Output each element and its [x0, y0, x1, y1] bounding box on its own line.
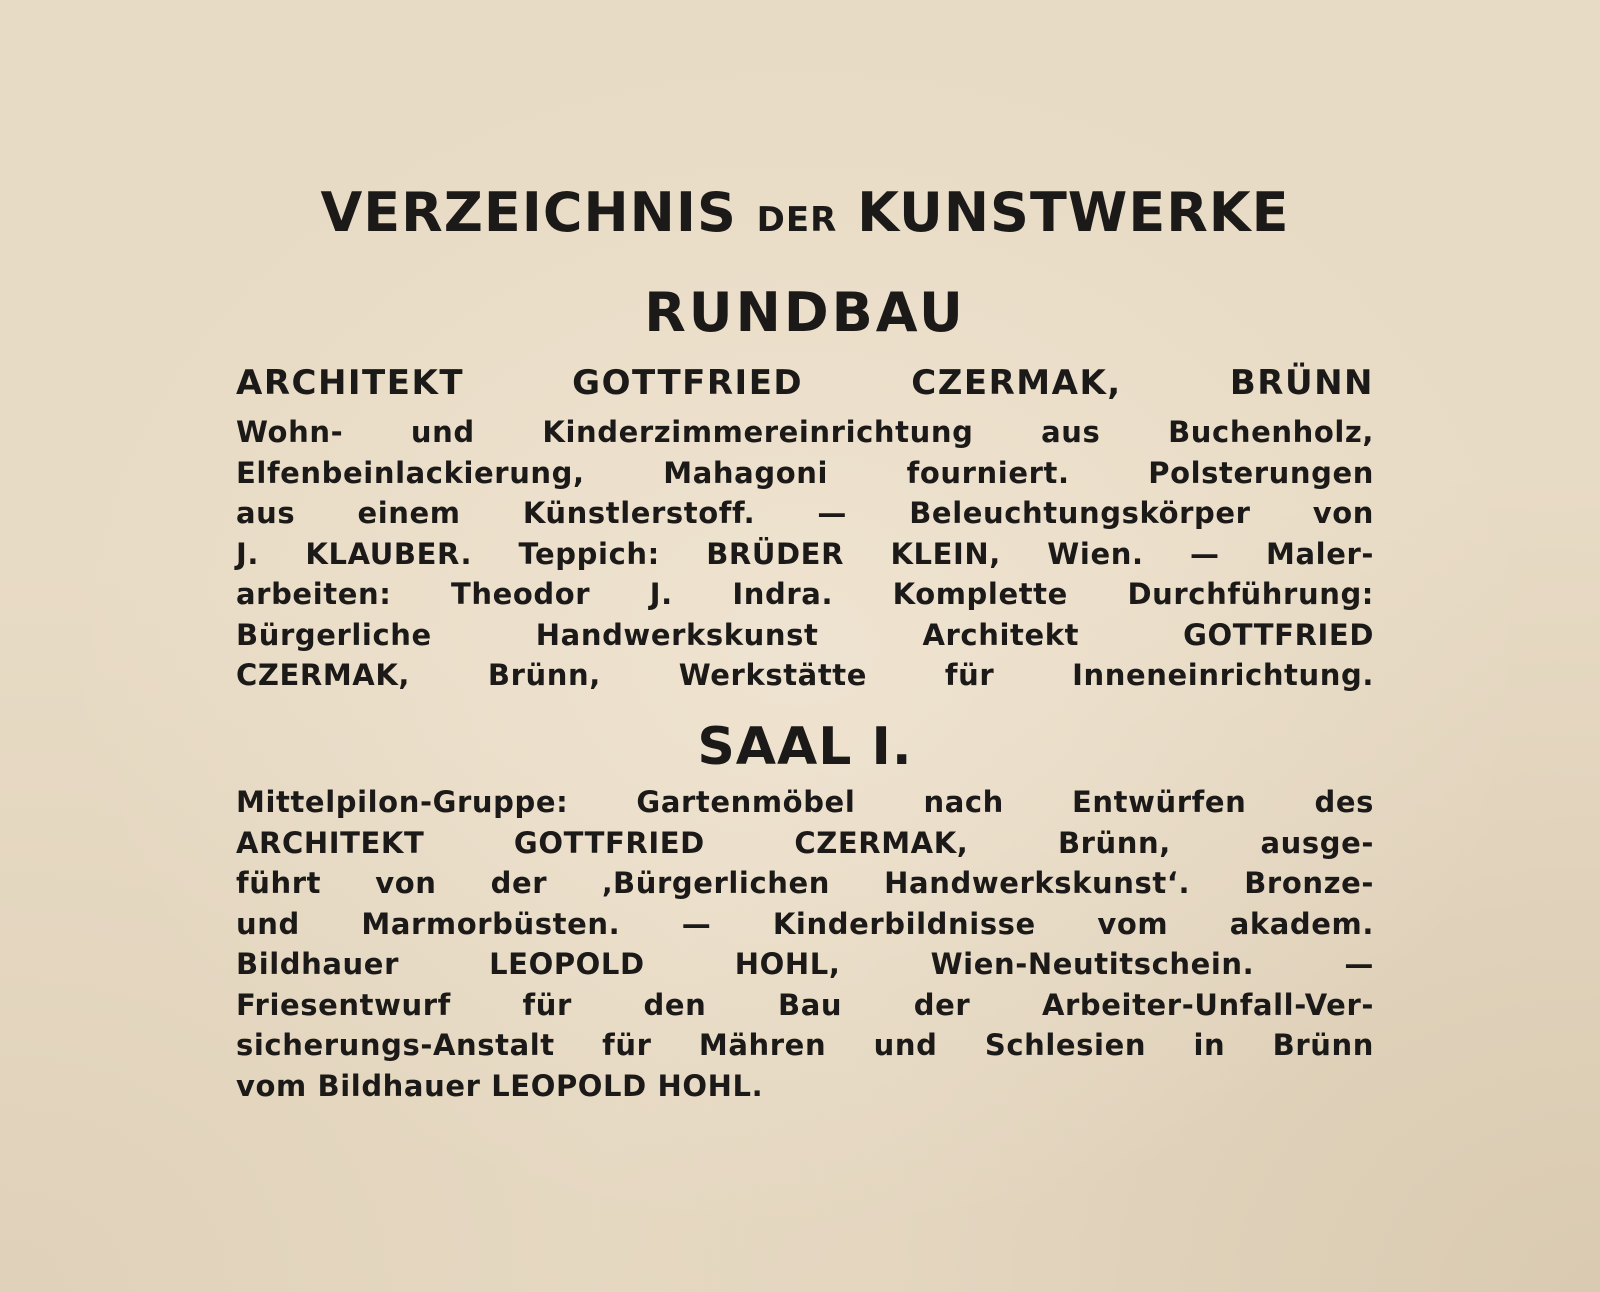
text-line: sicherungs-Anstalt für Mähren und Schlesien in Brünn — [236, 1028, 1374, 1062]
text-line: Bürgerliche Handwerkskunst Architekt GOTTFRIED — [236, 617, 1374, 652]
text-line: führt von der ‚Bürgerlichen Handwerkskunst‘. Bronze- — [236, 866, 1374, 900]
text-line: Mittelpilon-Gruppe: Gartenmöbel nach Entwürfen des — [236, 785, 1374, 819]
text-line: ARCHITEKT GOTTFRIED CZERMAK, Brünn, ausge- — [236, 825, 1374, 860]
architect-credit: ARCHITEKT GOTTFRIED CZERMAK, BRÜNN — [236, 363, 1374, 403]
title-word-verzeichnis: VERZEICHNIS — [320, 181, 737, 244]
text-line: aus einem Künstlerstoff. — Beleuchtungskörper von — [236, 496, 1374, 530]
section-title-rundbau: RUNDBAU — [644, 281, 966, 344]
text-line: J. KLAUBER. Teppich: BRÜDER KLEIN, Wien. — Maler- — [236, 536, 1374, 571]
text-line: CZERMAK, Brünn, Werkstätte für Inneneinrichtung. — [236, 658, 1374, 692]
rundbau-description — [236, 412, 1374, 696]
text-line: Bildhauer LEOPOLD HOHL, Wien-Neutitschein. — — [236, 947, 1374, 981]
text-line: arbeiten: Theodor J. Indra. Komplette Durchführung: — [236, 577, 1374, 611]
text-line: Friesentwurf für den Bau der Arbeiter-Unfall-Ver- — [236, 987, 1374, 1022]
section-title-saal: SAAL I. — [697, 717, 913, 777]
title-word-kunstwerke: KUNSTWERKE — [857, 181, 1290, 244]
document-title — [236, 180, 1374, 253]
title-word-der: DER — [756, 200, 838, 240]
text-line: und Marmorbüsten. — Kinderbildnisse vom akadem. — [236, 906, 1374, 941]
text-line: Elfenbeinlackierung, Mahagoni fourniert. Polsterungen — [236, 455, 1374, 490]
saal-description — [236, 782, 1374, 1106]
text-line: Wohn- und Kinderzimmereinrichtung aus Buchenholz, — [236, 415, 1374, 449]
text-line: vom Bildhauer LEOPOLD HOHL. — [236, 1068, 764, 1103]
